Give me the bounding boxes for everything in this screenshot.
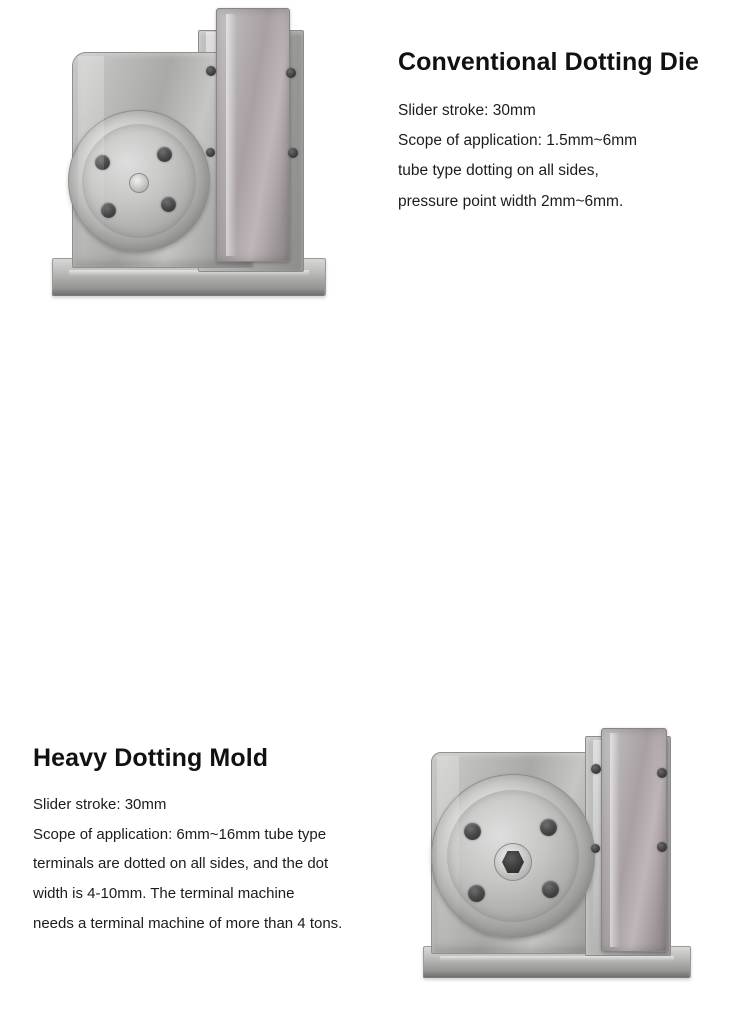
disc-center-hub [129, 173, 149, 193]
metal-scene [20, 0, 380, 330]
conventional-title [398, 46, 728, 78]
conventional-body-line-2: Scope of application: 1.5mm~6mm [398, 132, 638, 150]
heavy-body [33, 790, 393, 938]
heavy-body-line-2: Scope of application: 6mm~16mm tube type [33, 825, 327, 843]
conventional-body-line-3: tube type dotting on all sides, [398, 162, 599, 180]
conventional-title-line1: Conventional [398, 48, 558, 76]
disc-bolt [540, 819, 557, 836]
conventional-text-block [398, 46, 728, 217]
heavy-body-line-5: needs a terminal machine of more than 4 tons. [33, 914, 343, 932]
hex-socket-icon [502, 850, 524, 874]
heavy-title: Heavy Dotting Mold [33, 744, 269, 772]
heavy-dotting-mold-image [395, 714, 735, 1014]
heavy-body-line-3: terminals are dotted on all sides, and the dot [33, 855, 329, 873]
disc-bolt [542, 881, 559, 898]
heavy-body-line-1: Slider stroke: 30mm [33, 796, 167, 813]
slider-column [601, 728, 667, 952]
conventional-dotting-die-image [20, 0, 380, 330]
body-screw [288, 148, 298, 158]
conventional-title-line2: Dotting Die [564, 48, 700, 76]
body-screw [286, 68, 296, 78]
body-screw [206, 148, 215, 157]
conventional-body-line-4: pressure point width 2mm~6mm. [398, 192, 624, 210]
body-screw [657, 768, 667, 778]
round-flange-disc [68, 110, 210, 252]
heavy-body-line-4: width is 4-10mm. The terminal machine [33, 885, 295, 903]
disc-bolt [95, 155, 110, 170]
body-screw [657, 842, 667, 852]
metal-scene [395, 714, 735, 1014]
disc-center-hub [494, 843, 532, 881]
conventional-body [398, 96, 728, 217]
heavy-text-block [33, 742, 393, 938]
section-conventional-dotting-die [0, 0, 750, 352]
body-screw [206, 66, 216, 76]
round-flange-disc [431, 774, 595, 938]
disc-bolt [464, 823, 481, 840]
disc-bolt [161, 197, 176, 212]
slider-column [216, 8, 290, 262]
disc-bolt [157, 147, 172, 162]
conventional-body-line-1: Slider stroke: 30mm [398, 102, 536, 119]
disc-bolt [101, 203, 116, 218]
section-heavy-dotting-mold [0, 352, 750, 932]
body-screw [591, 844, 600, 853]
body-screw [591, 764, 601, 774]
disc-bolt [468, 885, 485, 902]
